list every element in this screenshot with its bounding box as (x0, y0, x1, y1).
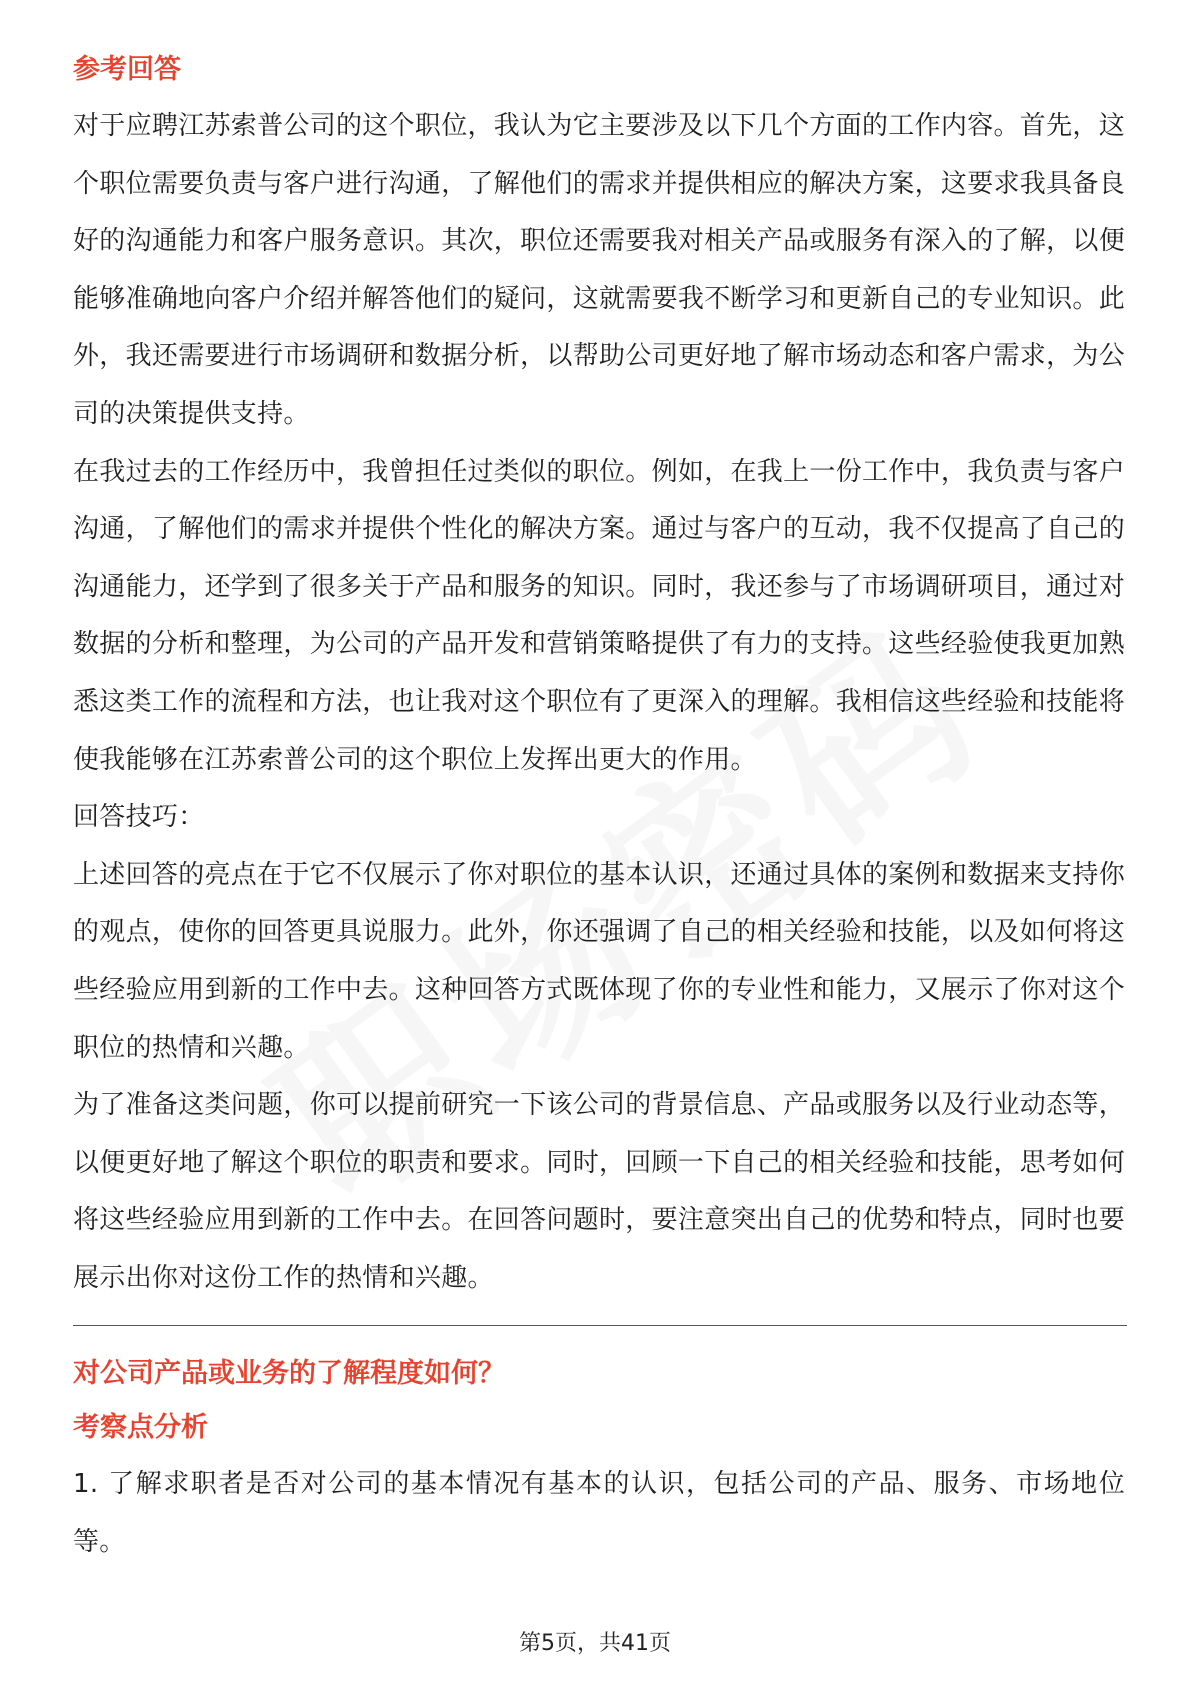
tips-paragraph-2: 为了准备这类问题，你可以提前研究一下该公司的背景信息、产品或服务以及行业动态等，以便更好地了解这个职位的职责和要求。同时，回顾一下自己的相关经验和技能，思考如何将这些经验应用到新的工作中去。在回答问题时，要注意突出自己的优势和特点，同时也要展示出你对这份工作的热情和兴趣。 (73, 1090, 1126, 1293)
tips-label: 回答技巧： (73, 802, 205, 833)
analysis-paragraph-1: 1. 了解求职者是否对公司的基本情况有基本的认识，包括公司的产品、服务、市场地位等。 (73, 1469, 1125, 1558)
document-page (73, 44, 1125, 1572)
section-divider (73, 1325, 1127, 1326)
ref-answer-paragraph-1: 对于应聘江苏索普公司的这个职位，我认为它主要涉及以下几个方面的工作内容。首先，这个职位需要负责与客户进行沟通，了解他们的需求并提供相应的解决方案，这要求我具备良好的沟通能力和客户服务意识。其次，职位还需要我对相关产品或服务有深入的了解，以便能够准确地向客户介绍并解答他们的疑问，这就需要我不断学习和更新自己的专业知识。此外，我还需要进行市场调研和数据分析，以帮助公司更好地了解市场动态和客户需求，为公司的决策提供支持。 (73, 111, 1126, 429)
analysis-heading: 考察点分析 (73, 1412, 208, 1444)
ref-answer-heading: 参考回答 (73, 54, 181, 85)
tips-paragraph-1: 上述回答的亮点在于它不仅展示了你对职位的基本认识，还通过具体的案例和数据来支持你的观点，使你的回答更具说服力。此外，你还强调了自己的相关经验和技能，以及如何将这些经验应用到新的工作中去。这种回答方式既体现了你的专业性和能力，又展示了你对这个职位的热情和兴趣。 (73, 859, 1126, 1063)
ref-answer-paragraph-2: 在我过去的工作经历中，我曾担任过类似的职位。例如，在我上一份工作中，我负责与客户沟通，了解他们的需求并提供个性化的解决方案。通过与客户的互动，我不仅提高了自己的沟通能力，还学到了很多关于产品和服务的知识。同时，我还参与了市场调研项目，通过对数据的分析和整理，为公司的产品开发和营销策略提供了有力的支持。这些经验使我更加熟悉这类工作的流程和方法，也让我对这个职位有了更深入的理解。我相信这些经验和技能将使我能够在江苏索普公司的这个职位上发挥出更大的作用。 (73, 456, 1126, 775)
page-footer: 第5页，共41页 (519, 1631, 671, 1656)
question-heading: 对公司产品或业务的了解程度如何？ (73, 1358, 505, 1390)
